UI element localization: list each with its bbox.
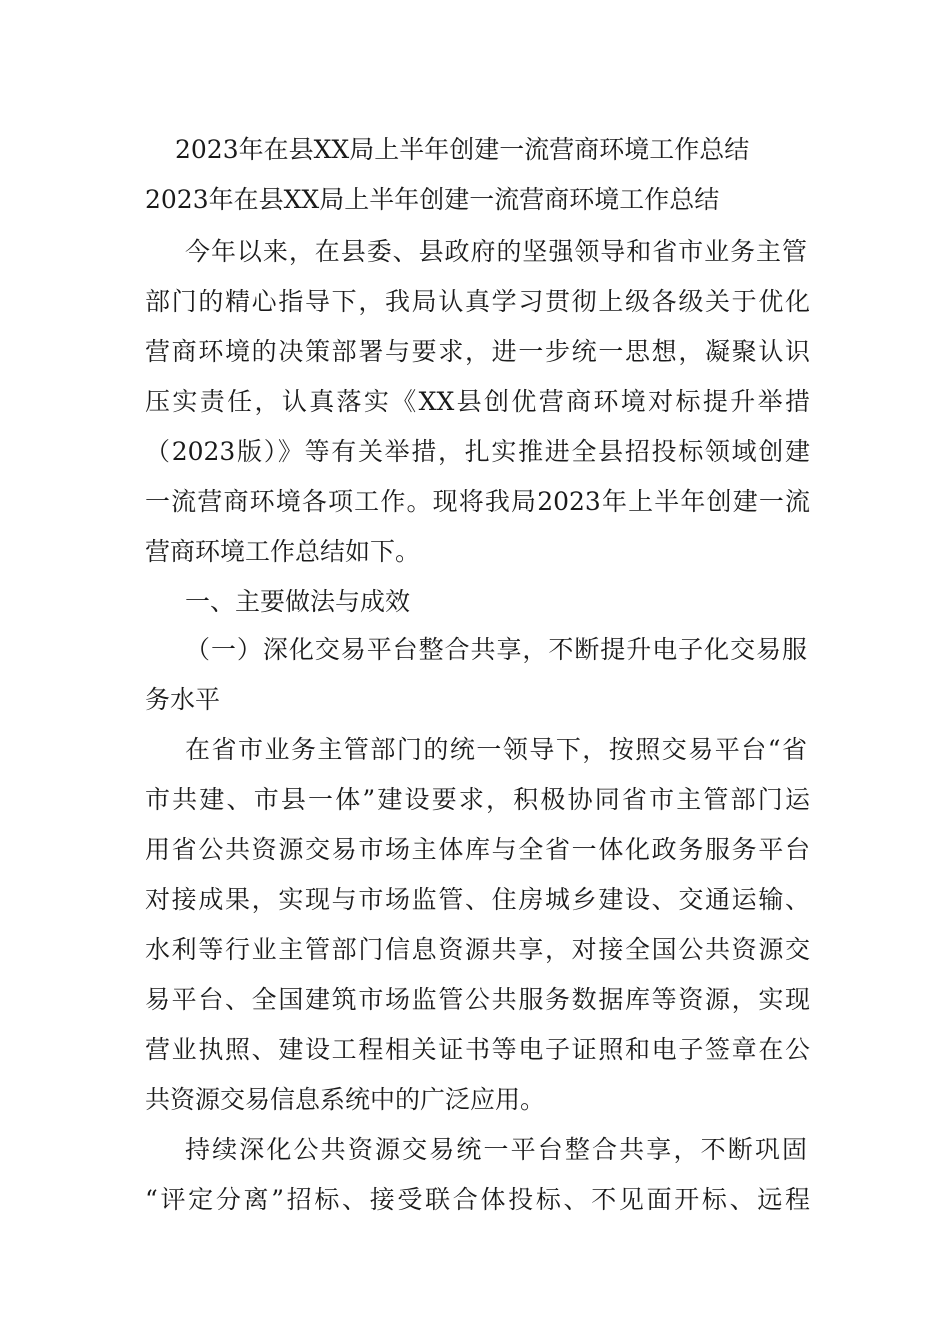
paragraph-2-line: 在省市业务主管部门的统一领导下，按照交易平台“省 — [185, 735, 807, 764]
paragraph-1-line: （2023版）》等有关举措，扎实推进全县招投标领域创建 — [145, 437, 810, 466]
paragraph-1-line: 一流营商环境各项工作。现将我局2023年上半年创建一流 — [145, 487, 810, 516]
document-subtitle: 2023年在县XX局上半年创建一流营商环境工作总结 — [145, 185, 720, 214]
section-heading: 一、主要做法与成效 — [185, 587, 411, 616]
subsection-heading: （一）深化交易平台整合共享，不断提升电子化交易服 — [185, 635, 807, 664]
paragraph-1-line: 营商环境的决策部署与要求，进一步统一思想，凝聚认识 — [145, 337, 810, 366]
paragraph-3-line: “评定分离”招标、接受联合体投标、不见面开标、远程 — [145, 1185, 810, 1214]
paragraph-1-line: 营商环境工作总结如下。 — [145, 537, 421, 566]
paragraph-1-line: 今年以来，在县委、县政府的坚强领导和省市业务主管 — [185, 237, 807, 266]
subsection-heading: 务水平 — [145, 685, 221, 714]
paragraph-1-line: 部门的精心指导下，我局认真学习贯彻上级各级关于优化 — [145, 287, 810, 316]
paragraph-2-line: 营业执照、建设工程相关证书等电子证照和电子签章在公 — [145, 1035, 810, 1064]
paragraph-1-line: 压实责任，认真落实《XX县创优营商环境对标提升举措 — [145, 387, 810, 416]
paragraph-2-line: 水利等行业主管部门信息资源共享，对接全国公共资源交 — [145, 935, 810, 964]
paragraph-2-line: 用省公共资源交易市场主体库与全省一体化政务服务平台 — [145, 835, 810, 864]
paragraph-2-line: 共资源交易信息系统中的广泛应用。 — [145, 1085, 546, 1114]
paragraph-3-line: 持续深化公共资源交易统一平台整合共享，不断巩固 — [185, 1135, 807, 1164]
paragraph-2-line: 易平台、全国建筑市场监管公共服务数据库等资源，实现 — [145, 985, 810, 1014]
paragraph-2-line: 市共建、市县一体”建设要求，积极协同省市主管部门运 — [145, 785, 810, 814]
paragraph-2-line: 对接成果，实现与市场监管、住房城乡建设、交通运输、 — [145, 885, 810, 914]
document-title: 2023年在县XX局上半年创建一流营商环境工作总结 — [175, 135, 750, 164]
